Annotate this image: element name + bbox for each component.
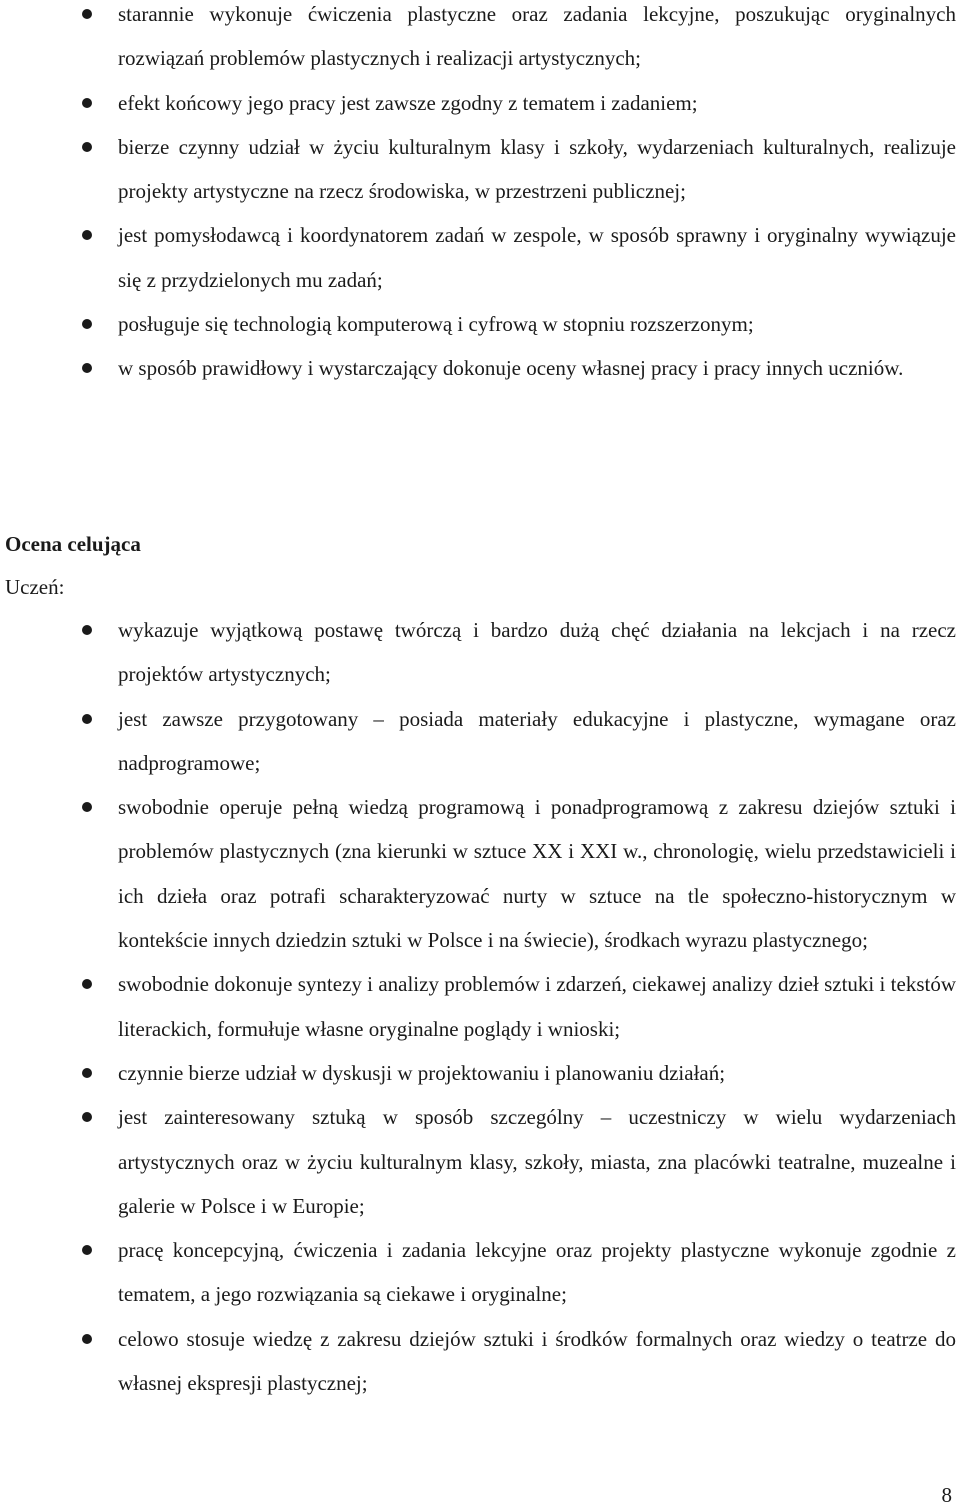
bullet-icon [82, 142, 92, 152]
list-item [0, 302, 956, 346]
list-item-text: celowo stosuje wiedzę z zakresu dziejów sztuki i środków formalnych oraz wiedzy o teatrze do własnej ekspresji plastycznej; [118, 1326, 956, 1396]
list-item [0, 1051, 956, 1095]
bullet-icon [82, 625, 92, 635]
bullet-icon [82, 979, 92, 989]
list-item [0, 125, 956, 214]
criteria-list-continued [0, 0, 956, 391]
list-item-text: swobodnie operuje pełną wiedzą programową i ponadprogramową z zakresu dziejów sztuki i problemów plastycznych (zna kierunki w sztuce XX i XXI w., chronologię, wielu przedstawicieli i ich dzieła oraz potrafi scharakteryzować nurty w sztuce na tle społeczno-historycznym w kontekście innych dziedzin sztuki w Polsce i na świecie), środkach wyrazu plastycznego; [118, 795, 956, 953]
list-item-text: jest zawsze przygotowany – posiada materiały edukacyjne i plastyczne, wymagane oraz nadprogramowe; [118, 706, 956, 775]
list-item-text: jest pomysłodawcą i koordynatorem zadań w zespole, w sposób sprawny i oryginalny wywiązuje się z przydzielonych mu zadań; [118, 223, 956, 292]
bullet-icon [82, 1112, 92, 1122]
list-item-text: bierze czynny udział w życiu kulturalnym klasy i szkoły, wydarzeniach kulturalnych, realizuje projekty artystyczne na rzecz środowiska, w przestrzeni publicznej; [118, 134, 956, 204]
bullet-icon [82, 714, 92, 724]
bullet-icon [82, 319, 92, 329]
grade-heading: Ocena celująca [5, 532, 141, 556]
list-item [0, 1317, 956, 1406]
list-item-text: posługuje się technologią komputerową i cyfrową w stopniu rozszerzonym; [118, 312, 754, 337]
list-item [0, 608, 956, 697]
list-item [0, 697, 956, 786]
list-item-text: czynnie bierze udział w dyskusji w projektowaniu i planowaniu działań; [118, 1060, 726, 1085]
list-item [0, 346, 956, 390]
list-item [0, 1228, 956, 1317]
list-item-text: starannie wykonuje ćwiczenia plastyczne oraz zadania lekcyjne, poszukując oryginalnych rozwiązań problemów plastycznych i realizacji artystycznych; [118, 2, 956, 71]
list-item-text: efekt końcowy jego pracy jest zawsze zgodny z tematem i zadaniem; [118, 90, 698, 115]
bullet-icon [82, 230, 92, 240]
list-item-text: wykazuje wyjątkową postawę twórczą i bardzo dużą chęć działania na lekcjach i na rzecz projektów artystycznych; [118, 618, 956, 687]
list-item-text: swobodnie dokonuje syntezy i analizy problemów i zdarzeń, ciekawej analizy dzieł sztuki i tekstów literackich, formułuje własne oryginalne poglądy i wnioski; [118, 972, 956, 1041]
list-item [0, 81, 956, 125]
bullet-icon [82, 9, 92, 19]
list-item-text: jest zainteresowany sztuką w sposób szczególny – uczestniczy w wielu wydarzeniach artystycznych oraz w życiu kulturalnym klasy, szkoły, miasta, zna placówki teatralne, muzealne i galerie w Polsce i w Europie; [118, 1105, 956, 1218]
page-number: 8 [941, 1483, 952, 1507]
list-item [0, 0, 956, 81]
bullet-icon [82, 1068, 92, 1078]
list-item-text: w sposób prawidłowy i wystarczający dokonuje oceny własnej pracy i pracy innych uczniów. [118, 356, 904, 381]
subject-label: Uczeń: [5, 575, 65, 599]
criteria-list-excellent [0, 608, 956, 1405]
bullet-icon [82, 98, 92, 108]
list-item [0, 213, 956, 302]
list-item [0, 1095, 956, 1228]
bullet-icon [82, 363, 92, 373]
list-item [0, 962, 956, 1051]
list-item [0, 785, 956, 962]
list-item-text: pracę koncepcyjną, ćwiczenia i zadania lekcyjne oraz projekty plastyczne wykonuje zgodnie z tematem, a jego rozwiązania są ciekawe i oryginalne; [118, 1238, 956, 1307]
bullet-icon [82, 1245, 92, 1255]
bullet-icon [82, 802, 92, 812]
bullet-icon [82, 1334, 92, 1344]
